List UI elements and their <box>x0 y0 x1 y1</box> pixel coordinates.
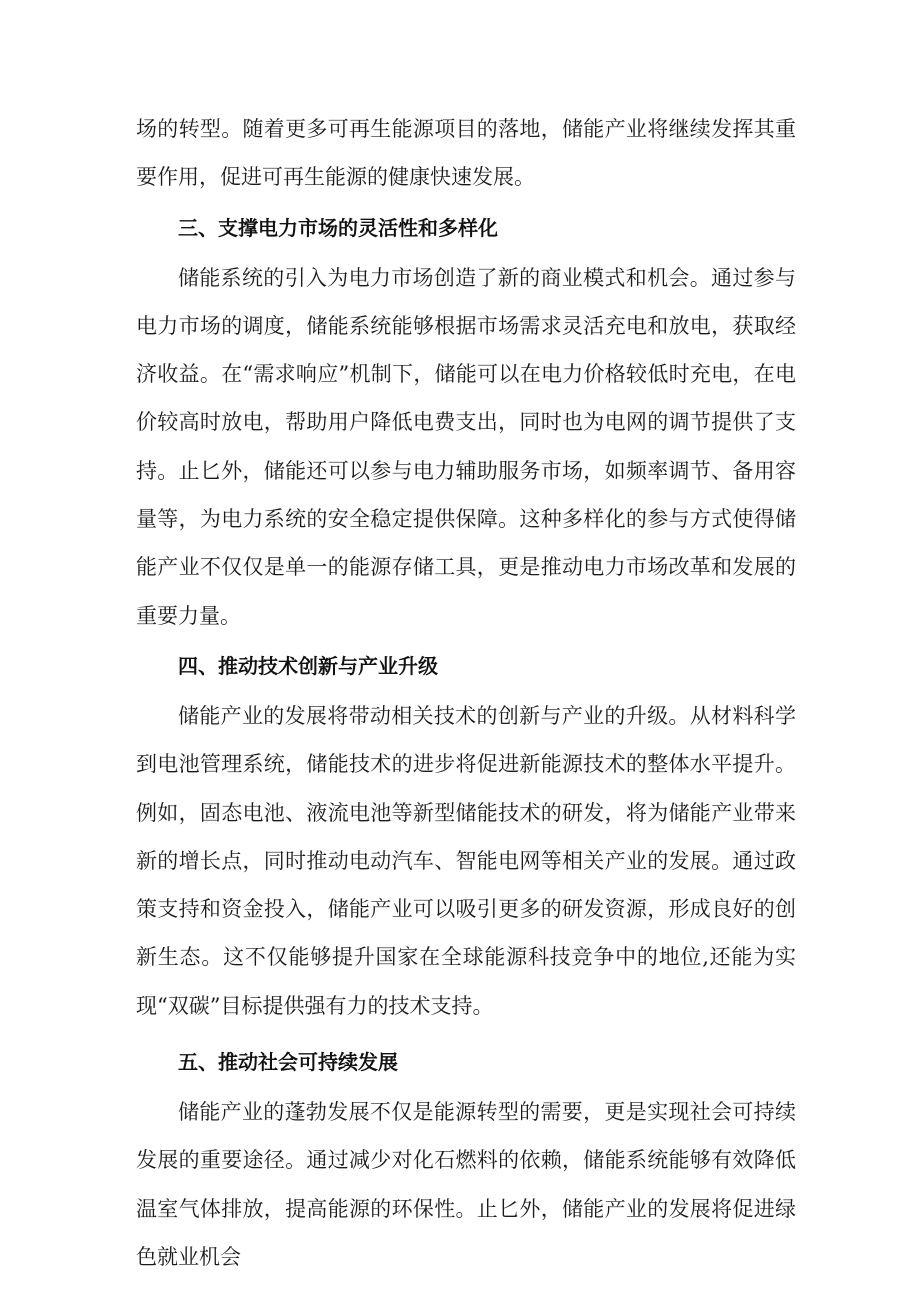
paragraph-tech-innovation: 储能产业的发展将带动相关技术的创新与产业的升级。从材料科学到电池管理系统，储能技术的进步将促进新能源技术的整体水平提升。例如，固态电池、液流电池等新型储能技术的研发，将为储能产业带来新的增长点，同时推动电动汽车、智能电网等相关产业的发展。通过政策支持和资金投入，储能产业可以吸引更多的研发资源，形成良好的创新生态。这不仅能够提升国家在全球能源科技竞争中的地位,还能为实现“双碳”目标提供强有力的技术支持。 <box>136 703 796 1018</box>
paragraph-electricity-market: 储能系统的引入为电力市场创造了新的商业模式和机会。通过参与电力市场的调度，储能系统能够根据市场需求灵活充电和放电，获取经济收益。在“需求响应”机制下，储能可以在电力价格较低时充电，在电价较高时放电，帮助用户降低电费支出，同时也为电网的调节提供了支持。止匕外，储能还可以参与电力辅助服务市场，如频率调节、备用容量等，为电力系统的安全稳定提供保障。这种多样化的参与方式使得储能产业不仅仅是单一的能源存储工具，更是推动电力市场改革和发展的重要力量。 <box>136 265 796 628</box>
section-heading-4: 四、推动技术创新与产业升级 <box>178 653 438 678</box>
section-heading-5: 五、推动社会可持续发展 <box>178 1050 398 1075</box>
document-body <box>136 105 796 1281</box>
paragraph-continued: 场的转型。随着更多可再生能源项目的落地，储能产业将继续发挥其重要作用，促进可再生能源的健康快速发展。 <box>136 117 796 190</box>
paragraph-sustainability: 储能产业的蓬勃发展不仅是能源转型的需要，更是实现社会可持续发展的重要途径。通过减少对化石燃料的依赖，储能系统能够有效降低温室气体排放，提高能源的环保性。止匕外，储能产业的发展将促进绿色就业机会 <box>136 1100 796 1269</box>
section-heading-3: 三、支撑电力市场的灵活性和多样化 <box>178 215 498 240</box>
